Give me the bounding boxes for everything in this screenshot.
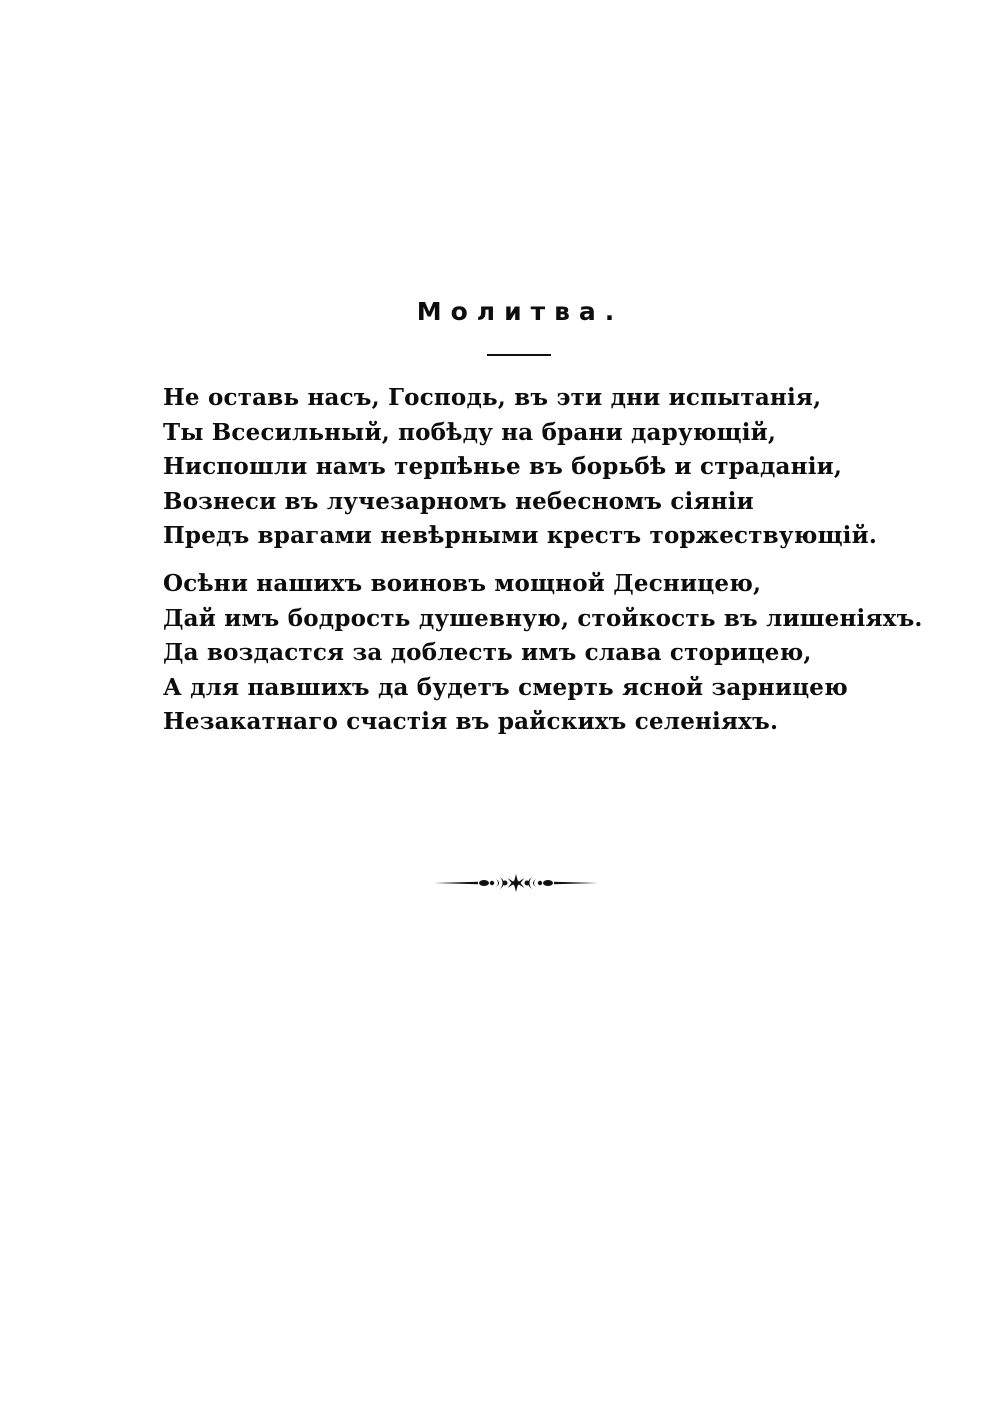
- poem-line: А для павшихъ да будетъ смерть ясной зарницею: [163, 673, 848, 701]
- poem-line: Вознеси въ лучезарномъ небесномъ сіяніи: [163, 487, 754, 515]
- poem-line: Незакатнаго счастія въ райскихъ селеніяхъ.: [163, 708, 779, 735]
- poem-line: Ты Всесильный, побѣду на брани дарующій,: [163, 418, 777, 446]
- poem-title: Молитва.: [416, 297, 624, 326]
- poem-line: Предъ врагами невѣрными крестъ торжествующій.: [163, 522, 878, 549]
- poem-line: Дай имъ бодрость душевную, стойкость въ лишеніяхъ.: [163, 604, 923, 632]
- title-rule-divider: [487, 354, 551, 356]
- poem-line: Осѣни нашихъ воиновъ мощной Десницею,: [163, 570, 762, 597]
- ornament-vignette-icon: [434, 872, 598, 894]
- poem-line: Не оставь насъ, Господь, въ эти дни испытанія,: [163, 384, 822, 411]
- poem-line: Ниспошли намъ терпѣнье въ борьбѣ и страданіи,: [163, 453, 843, 480]
- poem-line: Да воздастся за доблесть имъ слава сторицею,: [163, 639, 812, 666]
- stanza-1: [163, 381, 883, 554]
- stanza-2: [163, 567, 923, 740]
